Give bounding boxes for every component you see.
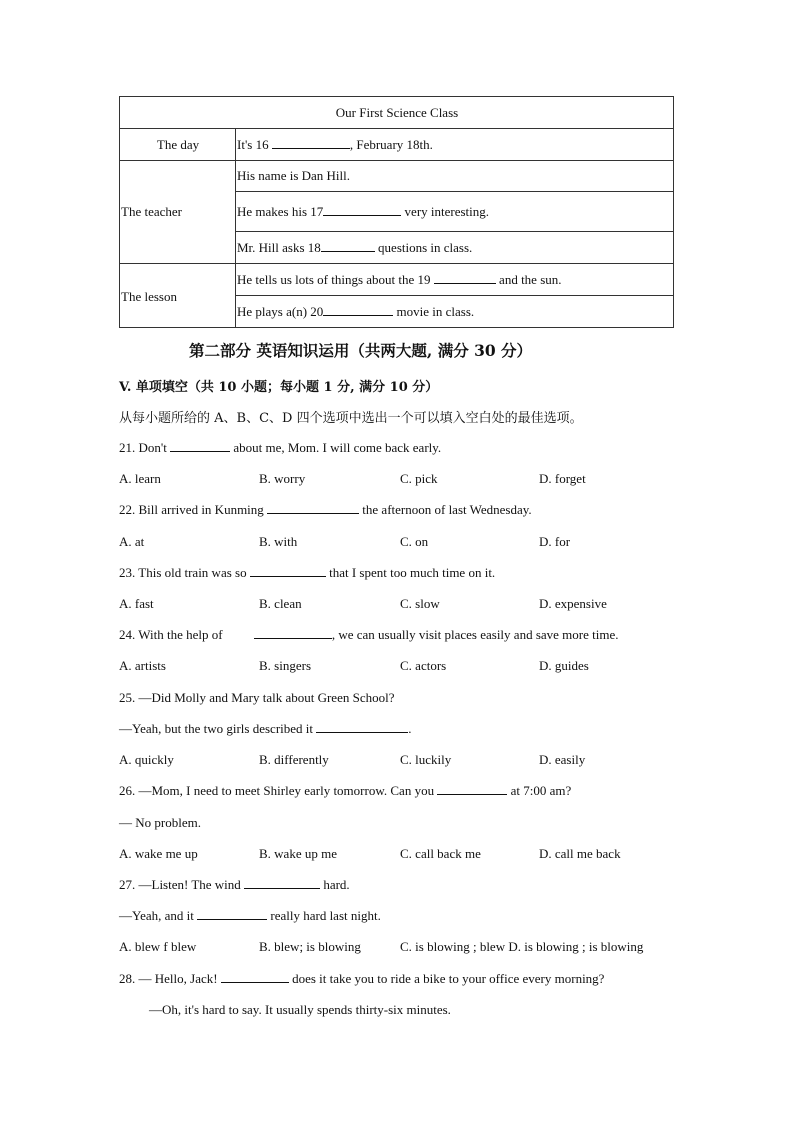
q24-stem-b: , we can usually visit places easily and save more time. — [331, 627, 619, 642]
blank-21[interactable] — [170, 440, 230, 452]
day-text-b: , February 18th. — [349, 136, 433, 152]
question-28-reply: —Oh, it's hard to say. It usually spends thirty-six minutes. — [149, 1002, 451, 1017]
row19-text-b: and the sun. — [495, 271, 562, 287]
q25-option-c[interactable]: C. luckily — [400, 752, 452, 767]
q26-option-c[interactable]: C. call back me — [400, 846, 481, 861]
science-class-notes-table — [119, 96, 674, 328]
q27-reply-a: —Yeah, and it — [119, 908, 198, 923]
question-22-stem — [119, 502, 532, 518]
q27-stem-b: hard. — [320, 877, 350, 892]
question-28-stem — [119, 971, 604, 987]
blank-19[interactable] — [434, 272, 496, 284]
q22-option-d[interactable]: D. for — [539, 534, 571, 549]
row18-text-a: Mr. Hill asks 18 — [237, 239, 321, 255]
q22-option-b[interactable]: B. with — [259, 534, 298, 549]
question-27-reply — [119, 908, 381, 924]
table-title: Our First Science Class — [120, 97, 674, 129]
q23-option-a[interactable]: A. fast — [119, 596, 154, 611]
day-text-a: It's 16 — [237, 136, 272, 152]
q23-option-c[interactable]: C. slow — [400, 596, 440, 611]
q25-option-d[interactable]: D. easily — [539, 752, 586, 767]
question-21-stem — [119, 440, 441, 456]
blank-17[interactable] — [323, 204, 401, 216]
question-25-reply — [119, 721, 412, 737]
question-26-reply: — No problem. — [119, 815, 201, 830]
blank-26[interactable] — [437, 783, 507, 795]
q26-stem-a: 26. —Mom, I need to meet Shirley early tomorrow. Can you — [119, 783, 438, 798]
row17-text-b: very interesting. — [401, 203, 490, 219]
blank-18[interactable] — [321, 240, 375, 252]
q24-option-b[interactable]: B. singers — [259, 658, 311, 673]
day-label: The day — [120, 129, 236, 161]
row20-text-a: He plays a(n) 20 — [237, 303, 324, 319]
q22-stem-a: 22. Bill arrived in Kunming — [119, 502, 268, 517]
q23-option-d[interactable]: D. expensive — [539, 596, 607, 611]
blank-27b[interactable] — [197, 908, 267, 920]
blank-25[interactable] — [316, 721, 408, 733]
blank-28[interactable] — [221, 971, 289, 983]
row-20 — [236, 296, 674, 328]
q21-stem-b: about me, Mom. I will come back early. — [230, 440, 442, 455]
q24-option-c[interactable]: C. actors — [400, 658, 447, 673]
teacher-label: The teacher — [120, 161, 236, 264]
lesson-label: The lesson — [120, 264, 236, 328]
q21-stem-a: 21. Don't — [119, 440, 171, 455]
q25-option-a[interactable]: A. quickly — [119, 752, 174, 767]
section-v-heading: V. 单项填空（共 10 小题；每小题 1 分, 满分 10 分） — [119, 380, 439, 395]
q24-option-d[interactable]: D. guides — [539, 658, 589, 673]
blank-16[interactable] — [272, 137, 350, 149]
blank-22[interactable] — [267, 502, 359, 514]
q28-stem-b: does it take you to ride a bike to your office every morning? — [288, 971, 605, 986]
q23-stem-b: that I spent too much time on it. — [325, 565, 496, 580]
blank-24[interactable] — [254, 627, 332, 639]
q26-stem-b: at 7:00 am? — [507, 783, 572, 798]
q27-reply-b: really hard last night. — [267, 908, 381, 923]
q21-option-c[interactable]: C. pick — [400, 471, 438, 486]
q22-option-a[interactable]: A. at — [119, 534, 145, 549]
row18-text-b: questions in class. — [374, 239, 473, 255]
row-19 — [236, 264, 674, 296]
q25-reply-b: . — [408, 721, 412, 736]
section-v-instruction: 从每小题所给的 A、B、C、D 四个选项中选出一个可以填入空白处的最佳选项。 — [119, 411, 583, 426]
q22-stem-b: the afternoon of last Wednesday. — [359, 502, 532, 517]
question-23-stem — [119, 565, 495, 581]
row20-text-b: movie in class. — [393, 303, 475, 319]
q25-reply-a: —Yeah, but the two girls described it — [119, 721, 317, 736]
q21-option-b[interactable]: B. worry — [259, 471, 306, 486]
blank-20[interactable] — [323, 304, 393, 316]
part2-heading: 第二部分 英语知识运用（共两大题, 满分 30 分） — [189, 341, 533, 360]
question-24-stem — [119, 627, 618, 643]
blank-23[interactable] — [250, 565, 326, 577]
row-18 — [236, 232, 674, 264]
q27-option-b[interactable]: B. blew; is blowing — [259, 939, 361, 954]
q24-option-a[interactable]: A. artists — [119, 658, 166, 673]
q23-stem-a: 23. This old train was so — [119, 565, 250, 580]
row19-text-a: He tells us lots of things about the 19 — [237, 271, 434, 287]
q23-option-b[interactable]: B. clean — [259, 596, 302, 611]
q27-option-a[interactable]: A. blew f blew — [119, 939, 197, 954]
q26-option-a[interactable]: A. wake me up — [119, 846, 198, 861]
q21-option-d[interactable]: D. forget — [539, 471, 586, 486]
q25-option-b[interactable]: B. differently — [259, 752, 329, 767]
question-26-stem — [119, 783, 571, 799]
q21-option-a[interactable]: A. learn — [119, 471, 161, 486]
q22-option-c[interactable]: C. on — [400, 534, 429, 549]
q24-stem-a: 24. With the help of — [119, 627, 226, 642]
day-row — [236, 129, 674, 161]
blank-27a[interactable] — [244, 877, 320, 889]
question-27-stem — [119, 877, 350, 893]
q28-stem-a: 28. — Hello, Jack! — [119, 971, 221, 986]
row-17 — [236, 192, 674, 232]
q26-option-d[interactable]: D. call me back — [539, 846, 621, 861]
q27-stem-a: 27. —Listen! The wind — [119, 877, 245, 892]
q26-option-b[interactable]: B. wake up me — [259, 846, 337, 861]
name-row: His name is Dan Hill. — [236, 161, 674, 192]
q27-option-cd[interactable]: C. is blowing ; blew D. is blowing ; is blowing — [400, 939, 644, 954]
question-25-stem: 25. —Did Molly and Mary talk about Green School? — [119, 690, 395, 705]
row17-text-a: He makes his 17 — [237, 203, 324, 219]
